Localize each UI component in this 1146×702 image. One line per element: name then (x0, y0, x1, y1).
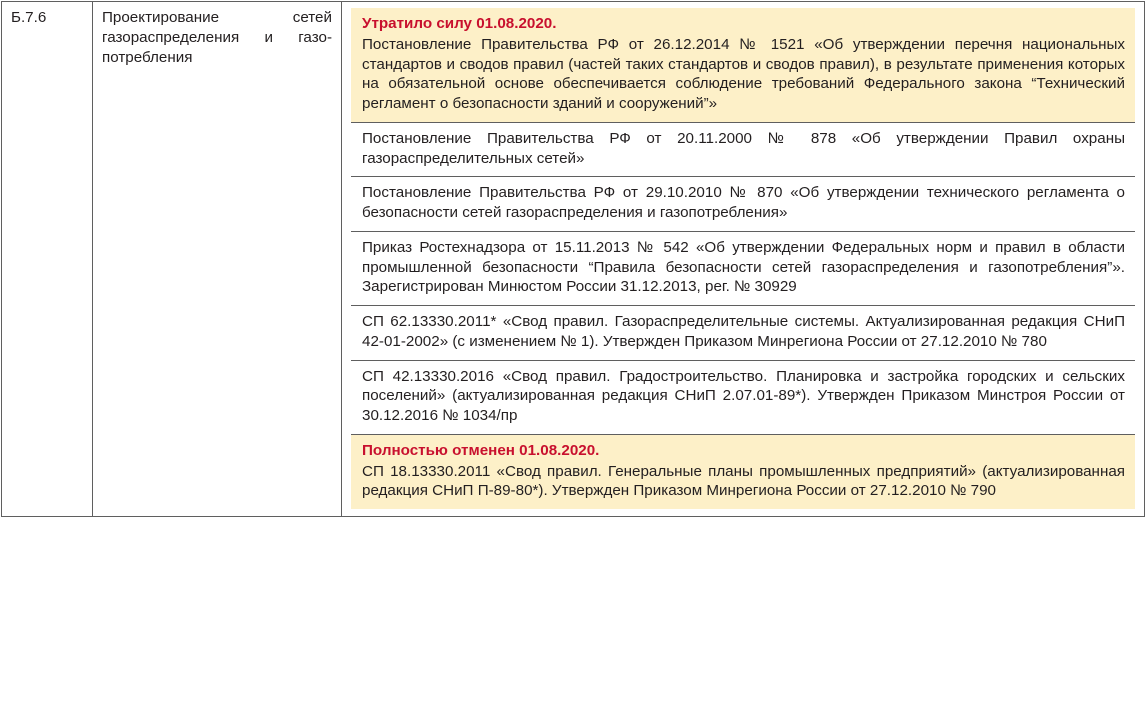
row-code: Б.7.6 (11, 9, 47, 26)
status-badge: Полностью отменен 01.08.2020. (362, 441, 600, 459)
document-text: СП 18.13330.2011 «Свод правил. Генеральные планы промышленных предприятий» (актуализированная редакция СНиП П-89-80*). Утвержден Приказом Минрегиона России от 27.12.2010 № 790 (362, 462, 1125, 500)
list-item (351, 435, 1135, 509)
list-item (351, 306, 1135, 361)
list-item (351, 123, 1135, 178)
document-text: СП 62.13330.2011* «Свод правил. Газораспределительные системы. Актуализированная редакция СНиП 42-01-2002» (с изменением № 1). Утвержден Приказом Минрегиона России от 27.12.2010 № 780 (362, 313, 1125, 350)
row-title-cell (93, 2, 342, 517)
list-item (351, 232, 1135, 306)
row-code-cell (2, 2, 93, 517)
document-text: Приказ Ростехнадзора от 15.11.2013 № 542 «Об утверждении Федеральных норм и правил в области промышленной безопасности “Правила безопасности сетей газораспределения и газопотребления”». Зарегистрирован Минюстом России 31.12.2013, рег. № 30929 (362, 238, 1125, 296)
table-row (2, 2, 1145, 517)
list-item (351, 361, 1135, 435)
document-text: Постановление Правительства РФ от 20.11.2000 № 878 «Об утверждении Правил охраны газораспределительных сетей» (362, 129, 1125, 167)
document-text: Постановление Правительства РФ от 29.10.2010 № 870 «Об утверждении технического регламента о безопасности сетей газораспределения и газопотребления» (362, 184, 1125, 221)
document-text: СП 42.13330.2016 «Свод правил. Градостроительство. Планировка и застройка городских и сельских поселений» (актуализированная редакция СНиП 2.07.01-89*). Утвержден Приказом Минстроя России от 30.12.2016 № 1034/пр (362, 367, 1125, 424)
regulations-table (1, 1, 1145, 517)
status-badge: Утратило силу 01.08.2020. (362, 15, 557, 32)
row-documents-cell (342, 2, 1145, 517)
document-text: Постановление Правительства РФ от 26.12.2014 № 1521 «Об утверждении перечня национальных стандартов и сводов правил (частей таких стандартов и сводов правил), в результате применения которых на обязательной основе обеспечивается соблюдение требований Федерального закона “Технический регламент о безопасности зданий и сооружений”» (362, 35, 1125, 112)
documents-list (351, 8, 1135, 509)
row-title: Проектирование сетей газораспределения и газопотребления (102, 9, 332, 66)
list-item (351, 177, 1135, 232)
list-item (351, 8, 1135, 123)
